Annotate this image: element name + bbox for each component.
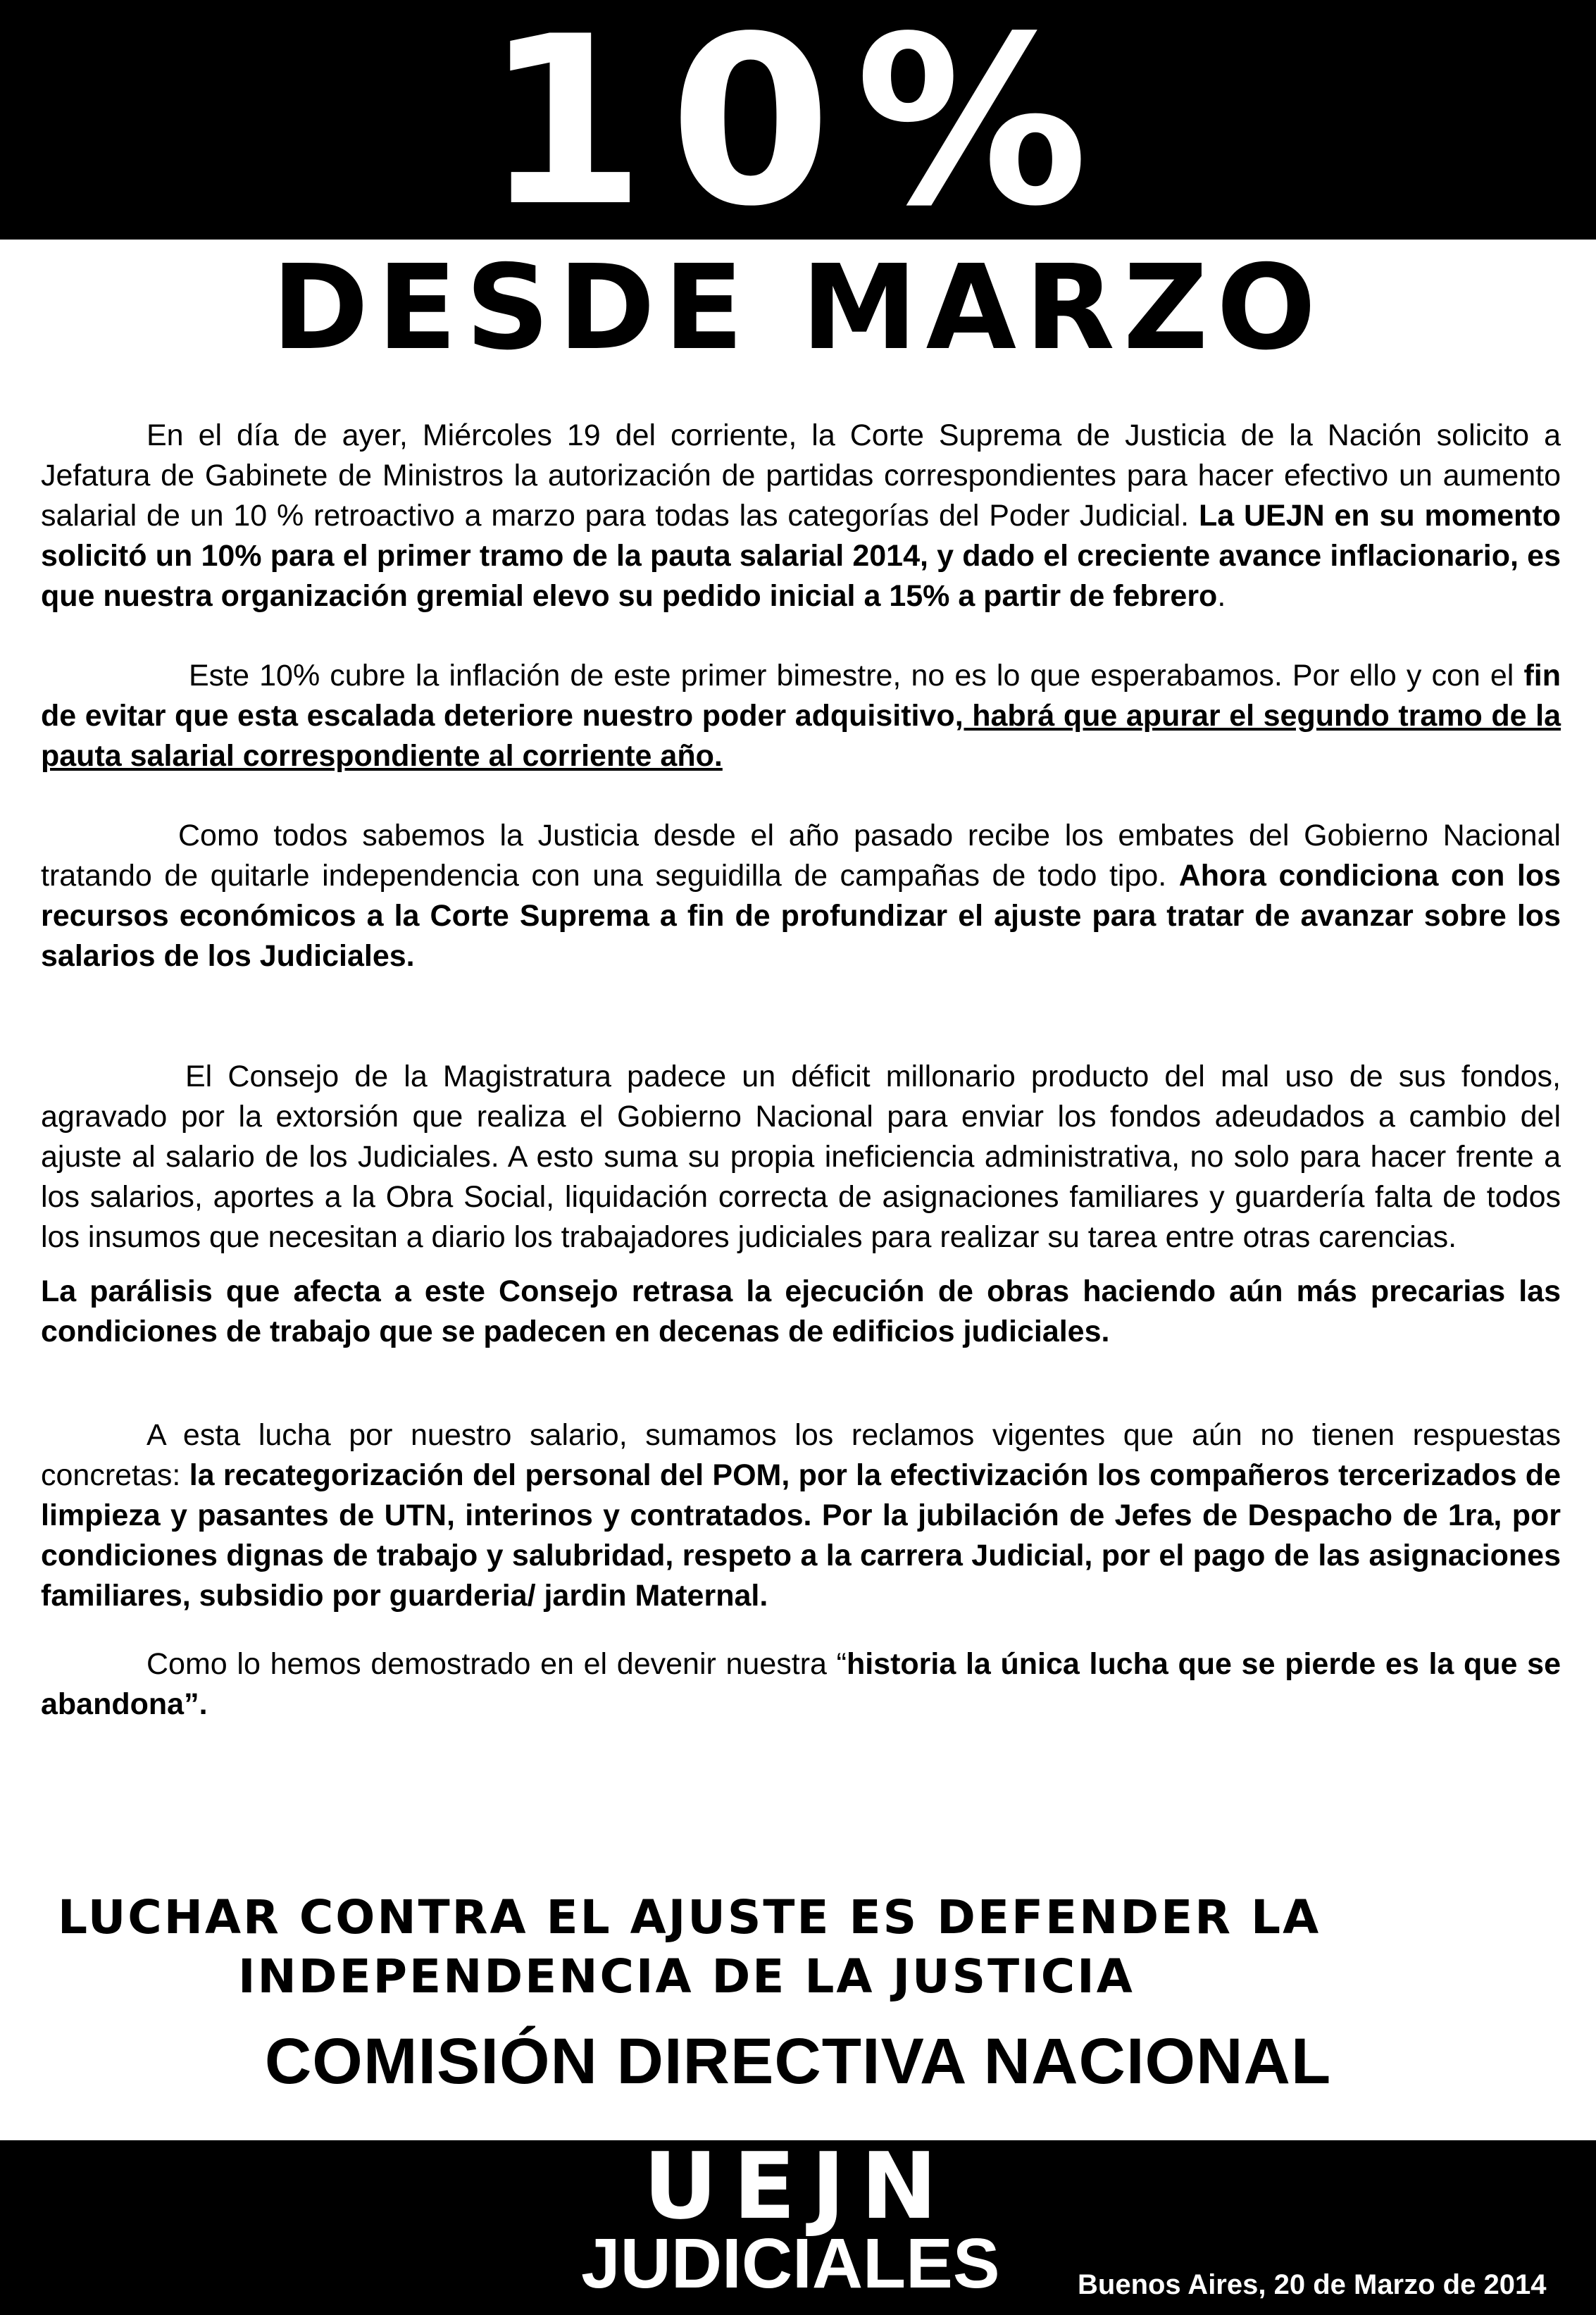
paragraph-history: Como lo hemos demostrado en el devenir nuestra “historia la única lucha que se pierde es la que se abandona”. bbox=[41, 1647, 1561, 1721]
paragraph-magistratura: El Consejo de la Magistratura padece un déficit millonario producto del mal uso de sus fondos, agravado por la extorsión que realiza el Gobierno Nacional para enviar los fondos adeudados a cambio del ajuste al salario de los Judiciales. A esto suma su propia ineficiencia administrativa, no solo para hacer frente a los salarios, aportes a la Obra Social, liquidación correcta de asignaciones familiares y guardería falta de todos los insumos que necesitan a diario los trabajadores judiciales para realizar su tarea entre otras carencias. bbox=[41, 1060, 1561, 1254]
org-logo-text: UEJN bbox=[643, 2140, 953, 2240]
paragraph-salary-increase: En el día de ayer, Miércoles 19 del corriente, la Corte Suprema de Justicia de la Nación solicito a Jefatura de Gabinete de Ministros la autorización de partidas correspondientes para hacer efectivo un aumento salarial de un 10 % retroactivo a marzo para todas las categorías del Poder Judicial. La UEJN en su momento solicitó un 10% para el primer tramo de la pauta salarial 2014, y dado el creciente avance inflacionario, es que nuestra organización gremial elevo su pedido inicial a 15% a partir de febrero. bbox=[41, 418, 1561, 613]
slogan-line-1: LUCHAR CONTRA EL AJUSTE ES DEFENDER LA bbox=[58, 1890, 1321, 1944]
header-banner bbox=[0, 0, 1596, 240]
slogan bbox=[42, 1888, 1557, 2006]
paragraph-inflation: Este 10% cubre la inflación de este primer bimestre, no es lo que esperabamos. Por ello y con el fin de evitar que esta escalada deteriore nuestro poder adquisitivo, habrá que apurar el segundo tramo de la pauta salarial correspondiente al corriente año. bbox=[41, 659, 1561, 773]
org-subtitle: JUDICIALES bbox=[581, 2224, 1000, 2303]
paragraph-paralysis: La parálisis que afecta a este Consejo retrasa la ejecución de obras haciendo aún más precarias las condiciones de trabajo que se padecen en decenas de edificios judiciales. bbox=[41, 1274, 1561, 1348]
paragraph-government: Como todos sabemos la Justicia desde el año pasado recibe los embates del Gobierno Nacional tratando de quitarle independencia con una seguidilla de campañas de todo tipo. Ahora condiciona con los recursos económicos a la Corte Suprema a fin de profundizar el ajuste para tratar de avanzar sobre los salarios de los Judiciales. bbox=[41, 819, 1561, 973]
slogan-line-2: INDEPENDENCIA DE LA JUSTICIA bbox=[238, 1949, 1135, 2004]
article-body bbox=[41, 416, 1561, 1725]
footer-banner bbox=[0, 2140, 1596, 2315]
headline-percentage: 10% bbox=[484, 0, 1112, 240]
place-date: Buenos Aires, 20 de Marzo de 2014 bbox=[1078, 2269, 1547, 2300]
signature-commission: COMISIÓN DIRECTIVA NACIONAL bbox=[264, 2025, 1332, 2097]
headline-subtitle: DESDE MARZO bbox=[271, 240, 1325, 376]
paragraph-demands: A esta lucha por nuestro salario, sumamos los reclamos vigentes que aún no tienen respuestas concretas: la recategorización del personal del POM, por la efectivización los compañeros tercerizados de limpieza y pasantes de UTN, interinos y contratados. Por la jubilación de Jefes de Despacho de 1ra, por condiciones dignas de trabajo y salubridad, respeto a la carrera Judicial, por el pago de las asignaciones familiares, subsidio por guarderia/ jardin Maternal. bbox=[41, 1418, 1561, 1613]
